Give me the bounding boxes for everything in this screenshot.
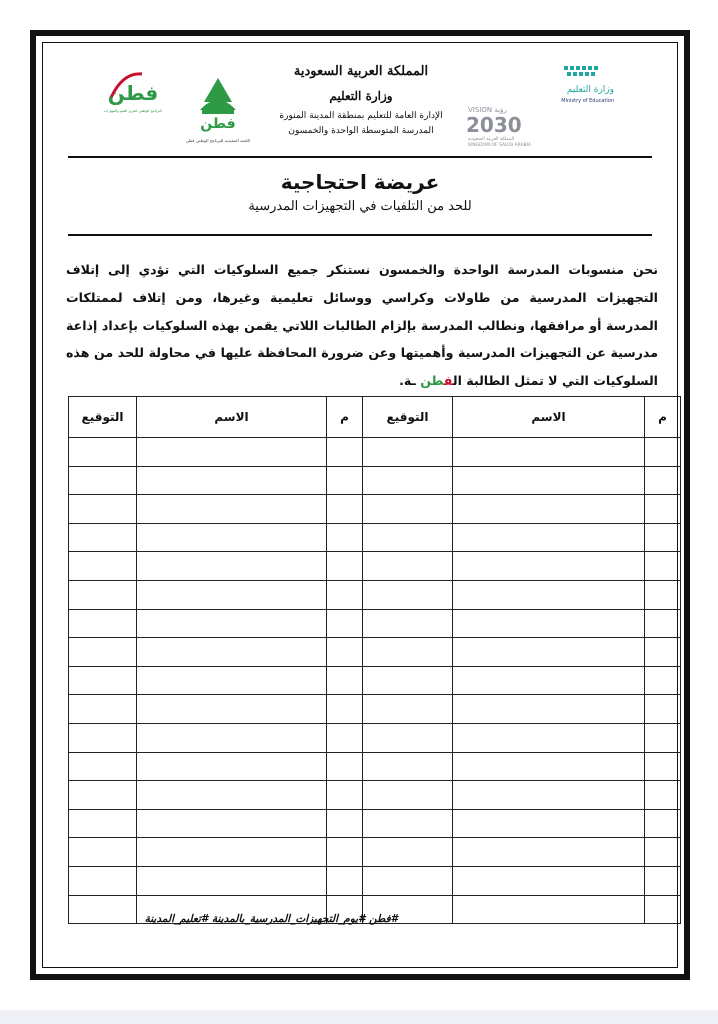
signature-cell[interactable] [645,695,681,724]
header-divider [68,156,652,158]
signature-cell[interactable] [137,495,327,524]
signature-cell[interactable] [363,752,453,781]
signature-cell[interactable] [137,838,327,867]
mosque-icon [200,78,236,114]
signature-cell[interactable] [363,495,453,524]
table-row [69,752,681,781]
signature-cell[interactable] [363,580,453,609]
signature-cell[interactable] [137,666,327,695]
signature-cell[interactable] [453,580,645,609]
fatn-green-logo [102,66,164,118]
table-row [69,580,681,609]
signature-cell[interactable] [645,809,681,838]
signature-cell[interactable] [327,809,363,838]
table-row [69,723,681,752]
signature-cell[interactable] [69,666,137,695]
fatn-inline-word: فطن [420,373,453,389]
fatn-green-tagline: البرنامج الوطني لتعزيز القيم والمهارات [103,109,163,113]
letterhead [276,64,446,136]
signature-cell[interactable] [137,752,327,781]
col-header-signature-2: التوقيع [69,397,137,438]
vision-kingdom: KINGDOM OF SAUDI ARABIA [468,143,532,148]
signature-cell[interactable] [137,438,327,467]
signature-cell[interactable] [327,609,363,638]
signature-cell[interactable] [453,838,645,867]
signature-cell[interactable] [363,523,453,552]
school-name: المدرسة المتوسطة الواحدة والخمسون [288,126,434,136]
signature-cell[interactable] [327,438,363,467]
signature-cell[interactable] [453,638,645,667]
signature-cell[interactable] [137,809,327,838]
table-row [69,781,681,810]
signature-cell[interactable] [137,552,327,581]
mosque-tagline: اللجنة التنفيذية للبرنامج الوطني فطن [185,138,251,143]
signature-cell[interactable] [69,466,137,495]
moe-name: وزارة التعليم [566,85,614,95]
moe-en: Ministry of Education [561,98,614,104]
signature-cell[interactable] [645,609,681,638]
signature-cell[interactable] [645,495,681,524]
table-row [69,838,681,867]
signature-cell[interactable] [69,609,137,638]
table-row [69,695,681,724]
vision-sub: المملكة العربية السعودية [468,137,515,142]
col-header-signature-1: التوقيع [363,397,453,438]
signature-cell[interactable] [363,723,453,752]
document-title: عريضة احتجاجية [280,170,440,194]
page-bottom-edge [0,1010,718,1024]
signature-cell[interactable] [69,781,137,810]
signature-cell[interactable] [137,723,327,752]
signature-cell[interactable] [645,752,681,781]
signature-cell[interactable] [453,695,645,724]
table-row [69,638,681,667]
vision-2030-logo [464,100,534,150]
signature-cell[interactable] [69,723,137,752]
signature-cell[interactable] [453,495,645,524]
signature-cell[interactable] [69,638,137,667]
signature-cell[interactable] [363,695,453,724]
signature-cell[interactable] [453,552,645,581]
signature-cell[interactable] [453,866,645,895]
signature-cell[interactable] [453,609,645,638]
signature-cell[interactable] [137,466,327,495]
signature-cell[interactable] [645,580,681,609]
title-divider [68,234,652,236]
signature-cell[interactable] [453,466,645,495]
signature-cell[interactable] [453,752,645,781]
admin-name: الإدارة العامة للتعليم بمنطقة المدينة المنورة [279,111,443,121]
signature-cell[interactable] [327,580,363,609]
table-header-row [69,397,681,438]
col-header-name-1: الاسم [453,397,645,438]
signature-cell[interactable] [645,523,681,552]
signature-cell[interactable] [69,523,137,552]
signature-cell[interactable] [69,495,137,524]
table-row [69,866,681,895]
signature-cell[interactable] [327,523,363,552]
table-row [69,466,681,495]
table-row [69,523,681,552]
signature-cell[interactable] [453,666,645,695]
signature-cell[interactable] [69,866,137,895]
fatn-word-green: فطن [107,81,159,105]
signature-cell[interactable] [137,866,327,895]
signature-cell[interactable] [453,523,645,552]
signature-cell[interactable] [137,609,327,638]
hashtags: #فطن #يوم_التجهيزات_المدرسية_بالمدينة #تعليم_المدينة [144,913,398,925]
document-subtitle: للحد من التلفيات في التجهيزات المدرسية [248,199,472,214]
moe-logo [534,60,619,110]
signature-cell[interactable] [645,638,681,667]
col-header-name-2: الاسم [137,397,327,438]
table-row [69,552,681,581]
table-row [69,809,681,838]
signature-table [68,396,681,924]
signature-cell[interactable] [137,580,327,609]
signature-cell[interactable] [327,666,363,695]
signature-cell[interactable] [69,552,137,581]
signature-cell[interactable] [69,752,137,781]
signature-cell[interactable] [645,838,681,867]
signature-cell[interactable] [69,438,137,467]
signature-cell[interactable] [69,838,137,867]
signature-cell[interactable] [363,781,453,810]
signature-cell[interactable] [645,781,681,810]
signature-cell[interactable] [363,838,453,867]
signature-cell[interactable] [645,438,681,467]
signature-cell[interactable] [645,552,681,581]
signature-cell[interactable] [69,809,137,838]
petition-end: ـة. [399,373,421,389]
ministry-name: وزارة التعليم [329,89,393,103]
table-row [69,609,681,638]
signature-cell[interactable] [453,809,645,838]
col-header-number-1: م [645,397,681,438]
signature-cell[interactable] [327,866,363,895]
signature-cell[interactable] [137,638,327,667]
signature-cell[interactable] [137,781,327,810]
signature-cell[interactable] [327,466,363,495]
kingdom-name: المملكة العربية السعودية [293,64,429,79]
signature-cell[interactable] [645,666,681,695]
signature-cell[interactable] [69,580,137,609]
signature-cell[interactable] [137,523,327,552]
signature-cell[interactable] [453,723,645,752]
signature-cell[interactable] [327,638,363,667]
signature-cell[interactable] [327,752,363,781]
signature-cell[interactable] [327,723,363,752]
signature-cell[interactable] [327,552,363,581]
signature-cell[interactable] [453,438,645,467]
signature-cell[interactable] [363,866,453,895]
signature-cell[interactable] [645,866,681,895]
moe-emblem-icon [564,66,598,76]
col-header-number-2: م [327,397,363,438]
table-row [69,666,681,695]
signature-cell[interactable] [453,781,645,810]
signature-cell[interactable] [363,609,453,638]
signature-cell[interactable] [363,466,453,495]
signature-cell[interactable] [327,495,363,524]
table-row [69,495,681,524]
signature-cell[interactable] [363,638,453,667]
signature-cell[interactable] [645,466,681,495]
vision-label: VISION رؤية [468,106,507,114]
signature-cell[interactable] [327,781,363,810]
vision-year: 2030 [466,113,522,137]
signature-cell[interactable] [363,552,453,581]
fatn-word-mosque: فطن [200,116,236,132]
petition-text: نحن منسوبات المدرسة الواحدة والخمسون نستنكر جميع السلوكيات التي تؤدي إلى إتلاف التجهيزات المدرسية من طاولات وكراسي ووسائل تعليمية وغيرها، ومن إتلاف لممتلكات المدرسة أو مرافقها، ونطالب المدرسة بإلزام الطالبات اللاتي يقمن بهذه السلوكيات بإعداد إذاعة مدرسية عن التجهيزات المدرسية وأهميتها وعن ضرورة المحافظة عليها في محاولة للحد من هذه السلوكيات التي لا تمثل الطالبة ال [66,262,658,389]
signature-cell[interactable] [645,895,681,924]
table-row [69,438,681,467]
signature-cell[interactable] [69,695,137,724]
signature-cell[interactable] [327,838,363,867]
fatn-mosque-logo [174,76,262,146]
signature-cell[interactable] [363,666,453,695]
signature-cell[interactable] [453,895,645,924]
signature-cell[interactable] [327,695,363,724]
signature-cell[interactable] [363,809,453,838]
signature-cell[interactable] [363,438,453,467]
petition-body [66,256,658,395]
signature-cell[interactable] [137,695,327,724]
signature-cell[interactable] [645,723,681,752]
